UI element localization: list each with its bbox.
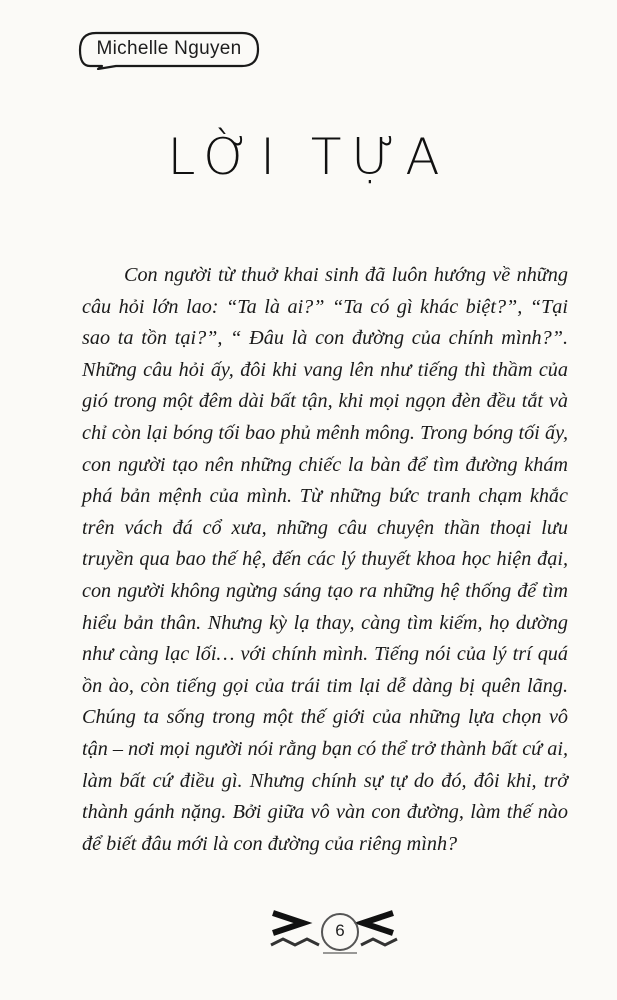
body-paragraph: Con người từ thuở khai sinh đã luôn hướng về những câu hỏi lớn lao: “Ta là ai?” “Ta có gì khác biệt?”, “Tại sao ta tồn tại?”, “ Đâu là con đường của chính mình?”. Những câu hỏi ấy, đôi khi vang lên như tiếng thì thầm của gió trong một đêm dài bất tận, khi mọi ngọn đèn đều tắt và chỉ còn lại bóng tối bao phủ mênh mông. Trong bóng tối ấy, con người tạo nên những chiếc la bàn để tìm đường khám phá bản mệnh của mình. Từ những bức tranh chạm khắc trên vách đá cổ xưa, những câu chuyện thần thoại lưu truyền qua bao thế hệ, đến các lý thuyết khoa học hiện đại, con người không ngừng sáng tạo ra những hệ thống để tìm hiểu bản thân. Nhưng kỳ lạ thay, càng tìm kiếm, họ dường như càng lạc lối… với chính mình. Tiếng nói của lý trí quá ồn ào, còn tiếng gọi của trái tim lại dễ dàng bị quên lãng. Chúng ta sống trong một thế giới của những lựa chọn vô tận – nơi mọi người nói rằng bạn có thể trở thành bất cứ ai, làm bất cứ điều gì. Nhưng chính sự tự do đó, đôi khi, trở thành gánh nặng. Bởi giữa vô vàn con đường, làm thế nào để biết đâu mới là con đường của riêng mình? bbox=[82, 264, 568, 855]
page-number: 6 bbox=[335, 921, 345, 940]
chapter-title: LỜI TỰA bbox=[167, 128, 450, 186]
author-name: Michelle Nguyen bbox=[96, 38, 242, 59]
author-tag bbox=[76, 30, 262, 68]
